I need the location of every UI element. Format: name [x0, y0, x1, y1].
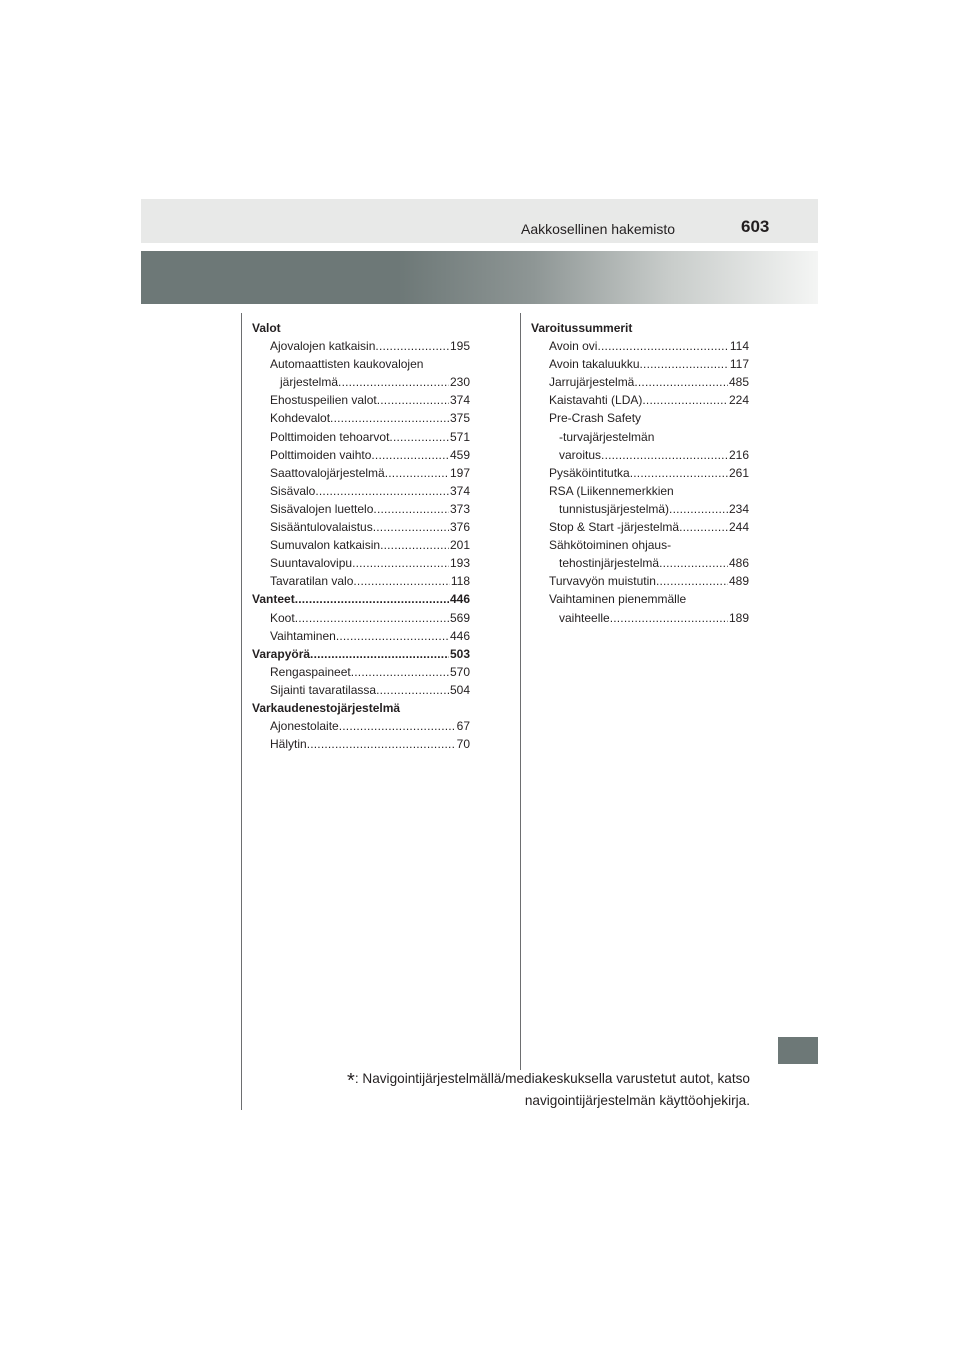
dot-leader [295, 590, 449, 608]
dot-leader [310, 645, 449, 663]
entry-page-number: 230 [449, 375, 470, 390]
entry-page-number: 486 [728, 556, 749, 571]
entry-label: tunnistusjärjestelmä) [559, 501, 670, 516]
entry-label: Avoin ovi [549, 339, 598, 354]
index-heading [531, 319, 749, 337]
dot-leader [659, 554, 728, 572]
entry-page-number: 234 [728, 501, 749, 516]
entry-label: Rengaspaineet [270, 664, 351, 679]
index-heading [252, 319, 470, 337]
dot-leader [330, 409, 449, 427]
dot-leader [339, 717, 456, 735]
entry-label: Valot [252, 321, 281, 335]
entry-page-number: 374 [449, 483, 470, 498]
entry-page-number: 261 [728, 465, 749, 480]
dot-leader [373, 500, 449, 518]
dot-leader [351, 663, 449, 681]
entry-label: Sumuvalon katkaisin [270, 538, 381, 553]
index-entry [252, 663, 470, 681]
dot-leader [642, 391, 728, 409]
index-entry [531, 482, 749, 500]
entry-label: Pysäköintitutka [549, 465, 630, 480]
entry-label: Kohdevalot [270, 411, 331, 426]
index-entry [252, 409, 470, 427]
entry-label: Ehostuspeilien valot [270, 393, 377, 408]
index-entry [252, 373, 470, 391]
dot-leader [295, 609, 449, 627]
entry-label: Sisääntulovalaistus [270, 520, 373, 535]
dot-leader [375, 337, 449, 355]
entry-page-number: 193 [449, 556, 470, 571]
index-entry [252, 446, 470, 464]
page-number: 603 [741, 217, 770, 236]
index-entry [531, 409, 749, 427]
dot-leader [679, 518, 728, 536]
entry-label: Varoitussummerit [531, 321, 633, 335]
index-entry [252, 518, 470, 536]
dot-leader [352, 554, 449, 572]
index-entry [252, 554, 470, 572]
index-entry [531, 609, 749, 627]
index-entry [252, 500, 470, 518]
dot-leader [336, 627, 449, 645]
index-entry [252, 681, 470, 699]
entry-page-number: 569 [449, 610, 470, 625]
dot-leader [634, 373, 728, 391]
entry-label: Varapyörä [252, 646, 311, 661]
entry-label: -turvajärjestelmän [559, 429, 655, 444]
entry-page-number: 459 [449, 447, 470, 462]
entry-label: Kaistavahti (LDA) [549, 393, 643, 408]
index-entry [252, 428, 470, 446]
entry-page-number: 117 [729, 357, 749, 372]
entry-label: Jarrujärjestelmä [549, 375, 635, 390]
left-margin-rule [241, 313, 242, 1110]
entry-page-number: 118 [450, 574, 470, 589]
entry-label: Turvavyön muistutin [549, 574, 656, 589]
index-entry [252, 482, 470, 500]
entry-label: Vanteet [252, 592, 295, 607]
footnote [290, 1069, 750, 1110]
index-entry [531, 518, 749, 536]
entry-label: Sisävalo [270, 483, 316, 498]
entry-label: Sähkötoiminen ohjaus- [549, 538, 672, 553]
dot-leader [640, 355, 729, 373]
index-entry [531, 373, 749, 391]
column-divider [520, 313, 521, 1070]
entry-page-number: 244 [728, 520, 749, 535]
entry-page-number: 189 [728, 610, 749, 625]
footnote-marker: * [347, 1070, 355, 1092]
entry-label: tehostinjärjestelmä [559, 556, 660, 571]
entry-label: Stop & Start -järjestelmä [549, 520, 680, 535]
entry-page-number: 373 [449, 501, 470, 516]
dot-leader [610, 609, 728, 627]
index-entry [531, 536, 749, 554]
index-entry [531, 391, 749, 409]
index-entry [531, 500, 749, 518]
index-entry [252, 464, 470, 482]
dot-leader [338, 373, 449, 391]
entry-page-number: 374 [449, 393, 470, 408]
index-entry [252, 735, 470, 753]
dot-leader [373, 518, 449, 536]
entry-label: Hälytin [270, 737, 307, 752]
index-column-left [252, 319, 470, 753]
entry-label: varoitus [559, 447, 602, 462]
entry-label: Saattovalojärjestelmä [270, 465, 385, 480]
entry-label: Varkaudenestojärjestelmä [252, 700, 401, 715]
dot-leader [669, 500, 728, 518]
dot-leader [656, 572, 728, 590]
entry-page-number: 570 [449, 664, 470, 679]
entry-label: Polttimoiden vaihto [270, 447, 372, 462]
entry-label: Tavaratilan valo [270, 574, 354, 589]
entry-label: Pre-Crash Safety [549, 411, 642, 426]
entry-page-number: 114 [729, 339, 749, 354]
dot-leader [601, 446, 728, 464]
entry-page-number: 224 [728, 393, 749, 408]
entry-label: Ajonestolaite [270, 719, 339, 734]
index-entry [531, 337, 749, 355]
dot-leader [385, 464, 449, 482]
entry-page-number: 216 [728, 447, 749, 462]
index-entry [252, 536, 470, 554]
entry-page-number: 195 [449, 339, 470, 354]
entry-label: vaihteelle [559, 610, 610, 625]
dot-leader [377, 391, 449, 409]
dot-leader [630, 464, 728, 482]
dot-leader [389, 428, 449, 446]
entry-page-number: 571 [449, 429, 470, 444]
entry-label: Polttimoiden tehoarvot [270, 429, 390, 444]
entry-page-number: 201 [449, 538, 470, 553]
entry-page-number: 70 [456, 737, 470, 752]
entry-page-number: 376 [449, 520, 470, 535]
entry-label: järjestelmä [280, 375, 339, 390]
index-heading [252, 699, 470, 717]
entry-label: Vaihtaminen [270, 628, 336, 643]
entry-page-number: 375 [449, 411, 470, 426]
chapter-tab [778, 1037, 818, 1064]
index-entry [252, 355, 470, 373]
entry-label: Avoin takaluukku [549, 357, 640, 372]
dot-leader [371, 446, 449, 464]
dot-leader [597, 337, 728, 355]
header-band [141, 199, 818, 243]
dot-leader [380, 536, 449, 554]
entry-page-number: 446 [449, 592, 470, 607]
entry-label: Sisävalojen luettelo [270, 501, 374, 516]
footnote-line-1: : Navigointijärjestelmällä/mediakeskuksella varustetut autot, katso [354, 1071, 750, 1086]
index-column-right [531, 319, 749, 627]
index-heading [252, 590, 470, 608]
index-entry [531, 464, 749, 482]
entry-label: Ajovalojen katkaisin [270, 339, 376, 354]
entry-label: Koot [270, 610, 295, 625]
dot-leader [353, 572, 449, 590]
entry-page-number: 503 [449, 646, 470, 661]
index-entry [531, 590, 749, 608]
entry-page-number: 67 [456, 719, 470, 734]
index-entry [252, 627, 470, 645]
index-entry [252, 572, 470, 590]
section-title: Aakkosellinen hakemisto [521, 221, 676, 237]
index-entry [252, 337, 470, 355]
dot-leader [315, 482, 449, 500]
index-entry [531, 554, 749, 572]
entry-label: Sijainti tavaratilassa [270, 682, 377, 697]
entry-page-number: 197 [449, 465, 470, 480]
index-entry [531, 572, 749, 590]
entry-label: Vaihtaminen pienemmälle [549, 592, 687, 607]
index-entry [252, 609, 470, 627]
footnote-line-2: navigointijärjestelmän käyttöohjekirja. [524, 1093, 750, 1108]
entry-page-number: 485 [728, 375, 749, 390]
entry-label: RSA (Liikennemerkkien [549, 483, 674, 498]
entry-page-number: 504 [449, 682, 470, 697]
index-heading [252, 645, 470, 663]
index-entry [531, 428, 749, 446]
index-entry [252, 717, 470, 735]
index-entry [252, 391, 470, 409]
entry-label: Automaattisten kaukovalojen [270, 357, 424, 372]
dot-leader [376, 681, 449, 699]
dot-leader [307, 735, 456, 753]
entry-page-number: 489 [728, 574, 749, 589]
entry-page-number: 446 [449, 628, 470, 643]
decorative-gradient-band [141, 251, 818, 304]
index-entry [531, 446, 749, 464]
index-entry [531, 355, 749, 373]
entry-label: Suuntavalovipu [270, 556, 353, 571]
